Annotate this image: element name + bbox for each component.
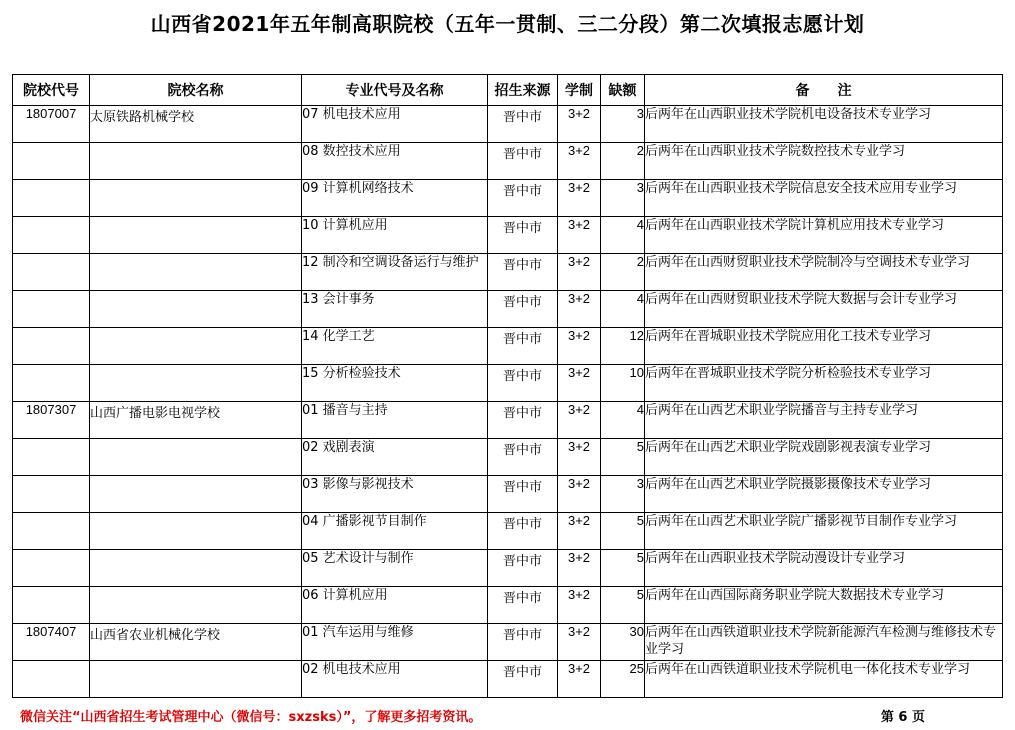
major-cell: 05 艺术设计与制作 [302,550,488,587]
years-cell: 3+2 [558,476,601,513]
note-cell: 后两年在山西艺术职业学院广播影视节目制作专业学习 [645,513,1003,550]
years-cell: 3+2 [558,550,601,587]
table-row [13,513,1003,550]
table-row [13,328,1003,365]
years-cell: 3+2 [558,291,601,328]
source-cell: 晋中市 [488,661,558,698]
school-name-cell: 太原铁路机械学校 [90,106,302,143]
table-row [13,550,1003,587]
major-cell: 08 数控技术应用 [302,143,488,180]
major-cell: 01 播音与主持 [302,402,488,439]
years-cell: 3+2 [558,624,601,661]
years-cell: 3+2 [558,513,601,550]
major-cell: 13 会计事务 [302,291,488,328]
school-name-cell [90,291,302,328]
years-cell: 3+2 [558,254,601,291]
page-number: 第 6 页 [880,710,925,725]
note-cell: 后两年在晋城职业技术学院分析检验技术专业学习 [645,365,1003,402]
major-cell: 02 戏剧表演 [302,439,488,476]
table-row [13,180,1003,217]
table-row [13,217,1003,254]
school-name-cell: 山西广播电影电视学校 [90,402,302,439]
note-cell: 后两年在山西艺术职业学院摄影摄像技术专业学习 [645,476,1003,513]
major-cell: 04 广播影视节目制作 [302,513,488,550]
quota-cell: 5 [601,587,645,624]
source-cell: 晋中市 [488,476,558,513]
table-row [13,402,1003,439]
quota-cell: 4 [601,217,645,254]
school-code-cell: 1807407 [13,624,90,661]
source-cell: 晋中市 [488,291,558,328]
years-cell: 3+2 [558,180,601,217]
note-cell: 后两年在山西职业技术学院动漫设计专业学习 [645,550,1003,587]
major-cell: 02 机电技术应用 [302,661,488,698]
source-cell: 晋中市 [488,365,558,402]
school-name-cell [90,550,302,587]
school-name-cell [90,439,302,476]
quota-cell: 3 [601,180,645,217]
school-name-cell [90,513,302,550]
major-cell: 01 汽车运用与维修 [302,624,488,661]
quota-cell: 2 [601,143,645,180]
quota-cell: 4 [601,402,645,439]
table-row [13,439,1003,476]
school-code-cell: 1807007 [13,106,90,143]
major-cell: 03 影像与影视技术 [302,476,488,513]
quota-cell: 5 [601,513,645,550]
quota-cell: 25 [601,661,645,698]
major-cell: 10 计算机应用 [302,217,488,254]
table-row [13,476,1003,513]
years-cell: 3+2 [558,106,601,143]
school-code-cell [13,328,90,365]
school-code-cell [13,180,90,217]
quota-cell: 5 [601,439,645,476]
years-cell: 3+2 [558,217,601,254]
major-cell: 12 制冷和空调设备运行与维护 [302,254,488,291]
note-cell: 后两年在山西财贸职业技术学院制冷与空调技术专业学习 [645,254,1003,291]
school-code-cell [13,661,90,698]
header-school-name: 院校名称 [90,75,302,106]
admission-plan-table [12,74,1003,698]
source-cell: 晋中市 [488,106,558,143]
years-cell: 3+2 [558,328,601,365]
quota-cell: 3 [601,106,645,143]
quota-cell: 2 [601,254,645,291]
quota-cell: 3 [601,476,645,513]
table-row [13,291,1003,328]
school-code-cell [13,513,90,550]
years-cell: 3+2 [558,143,601,180]
school-name-cell [90,328,302,365]
major-cell: 14 化学工艺 [302,328,488,365]
quota-cell: 30 [601,624,645,661]
note-cell: 后两年在山西铁道职业技术学院新能源汽车检测与维修技术专业学习 [645,624,1003,661]
quota-cell: 12 [601,328,645,365]
table-row [13,661,1003,698]
years-cell: 3+2 [558,439,601,476]
note-cell: 后两年在山西职业技术学院机电设备技术专业学习 [645,106,1003,143]
years-cell: 3+2 [558,402,601,439]
major-cell: 07 机电技术应用 [302,106,488,143]
source-cell: 晋中市 [488,587,558,624]
note-cell: 后两年在山西艺术职业学院戏剧影视表演专业学习 [645,439,1003,476]
source-cell: 晋中市 [488,402,558,439]
source-cell: 晋中市 [488,513,558,550]
school-code-cell [13,217,90,254]
school-code-cell [13,254,90,291]
note-cell: 后两年在山西职业技术学院数控技术专业学习 [645,143,1003,180]
table-row [13,106,1003,143]
school-code-cell [13,439,90,476]
source-cell: 晋中市 [488,143,558,180]
table-row [13,624,1003,661]
school-name-cell [90,254,302,291]
header-years: 学制 [558,75,601,106]
source-cell: 晋中市 [488,328,558,365]
table-row [13,254,1003,291]
years-cell: 3+2 [558,587,601,624]
note-cell: 后两年在晋城职业技术学院应用化工技术专业学习 [645,328,1003,365]
header-quota: 缺额 [601,75,645,106]
school-code-cell [13,143,90,180]
school-code-cell [13,365,90,402]
school-code-cell [13,550,90,587]
school-name-cell [90,143,302,180]
school-name-cell [90,180,302,217]
major-cell: 15 分析检验技术 [302,365,488,402]
header-school-code: 院校代号 [13,75,90,106]
school-name-cell [90,661,302,698]
major-cell: 09 计算机网络技术 [302,180,488,217]
wechat-notice: 微信关注“山西省招生考试管理中心（微信号：sxzsks）”，了解更多招考资讯。 [20,710,482,725]
note-cell: 后两年在山西职业技术学院信息安全技术应用专业学习 [645,180,1003,217]
quota-cell: 5 [601,550,645,587]
school-name-cell [90,217,302,254]
source-cell: 晋中市 [488,180,558,217]
school-name-cell [90,587,302,624]
table-body [13,106,1003,698]
source-cell: 晋中市 [488,217,558,254]
school-code-cell [13,476,90,513]
quota-cell: 10 [601,365,645,402]
page-title: 山西省2021年五年制高职院校（五年一贯制、三二分段）第二次填报志愿计划 [150,12,865,36]
note-cell: 后两年在山西国际商务职业学院大数据技术专业学习 [645,587,1003,624]
table-row [13,143,1003,180]
school-code-cell [13,587,90,624]
school-name-cell: 山西省农业机械化学校 [90,624,302,661]
school-name-cell [90,476,302,513]
header-source: 招生来源 [488,75,558,106]
table-row [13,365,1003,402]
header-major: 专业代号及名称 [302,75,488,106]
years-cell: 3+2 [558,365,601,402]
source-cell: 晋中市 [488,550,558,587]
school-name-cell [90,365,302,402]
source-cell: 晋中市 [488,439,558,476]
major-cell: 06 计算机应用 [302,587,488,624]
years-cell: 3+2 [558,661,601,698]
note-cell: 后两年在山西职业技术学院计算机应用技术专业学习 [645,217,1003,254]
source-cell: 晋中市 [488,254,558,291]
note-cell: 后两年在山西财贸职业技术学院大数据与会计专业学习 [645,291,1003,328]
table-row [13,587,1003,624]
source-cell: 晋中市 [488,624,558,661]
note-cell: 后两年在山西铁道职业技术学院机电一体化技术专业学习 [645,661,1003,698]
table-header-row [13,75,1003,106]
school-code-cell [13,291,90,328]
header-note: 备 注 [645,75,1003,106]
note-cell: 后两年在山西艺术职业学院播音与主持专业学习 [645,402,1003,439]
school-code-cell: 1807307 [13,402,90,439]
quota-cell: 4 [601,291,645,328]
